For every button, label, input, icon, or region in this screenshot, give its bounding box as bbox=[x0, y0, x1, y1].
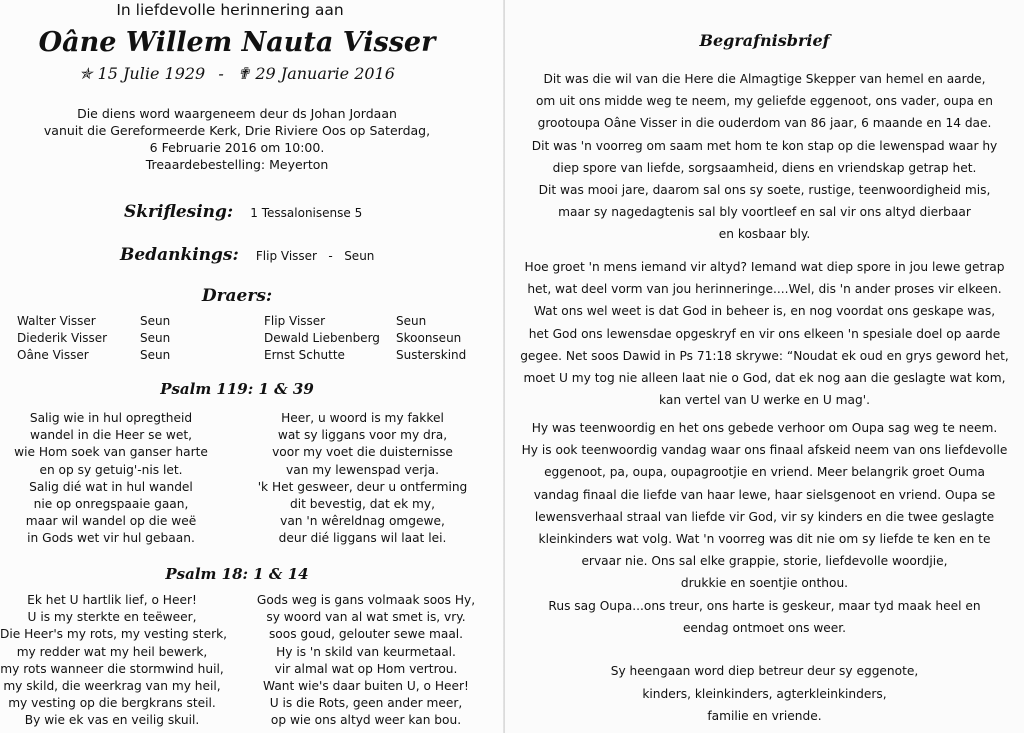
bearers-left-list bbox=[17, 313, 217, 364]
text-line: Hy is ook teenwoordig vandag waar ons finaal afskeid neem van ons liefdevolle bbox=[521, 443, 1008, 458]
psalm-119-heading: Psalm 119: 1 & 39 bbox=[160, 380, 314, 398]
text-line: kleinkinders wat volg. Wat 'n voorreg was dit nie om sy liefde te ken en te bbox=[538, 531, 991, 546]
verse-line: dit bevestig, dat ek my, bbox=[290, 496, 435, 511]
text-line: Hy was teenwoordig en het ons gebede verhoor om Oupa sag weg te neem. bbox=[531, 421, 998, 435]
service-line: 6 Februarie 2016 om 10:00. bbox=[149, 140, 325, 155]
list-item bbox=[17, 347, 217, 364]
psalm-119-verse-right bbox=[250, 410, 475, 548]
cross-icon: ✟ bbox=[236, 64, 251, 83]
verse-line: Die Heer's my rots, my vesting sterk, bbox=[0, 627, 228, 642]
list-item bbox=[264, 347, 494, 364]
scripture-label: Skriflesing: bbox=[124, 202, 234, 222]
verse-line: Gods weg is gans volmaak soos Hy, bbox=[256, 593, 476, 607]
bearer-relation: Seun bbox=[140, 314, 171, 328]
letter-paragraph-1 bbox=[505, 68, 1024, 246]
text-line: lewensverhaal straal van liefde vir God, vir sy kinders en die twee geslagte bbox=[534, 509, 995, 524]
bearer-relation: Seun bbox=[140, 348, 171, 362]
verse-line: U is die Rots, geen ander meer, bbox=[269, 696, 463, 711]
star-icon: ✯ bbox=[79, 64, 93, 83]
text-line: Dit was mooi jare, daarom sal ons sy soete, rustige, teenwoordigheid mis, bbox=[538, 182, 991, 197]
bearer-relation: Susterskind bbox=[396, 348, 467, 362]
verse-line: maar wil wandel op die weë bbox=[25, 514, 197, 529]
verse-line: By wie ek vas en veilig skuil. bbox=[24, 713, 200, 728]
text-line: Dit was 'n voorreg om saam met hom te kon stap op die lewenspad waar hy bbox=[531, 138, 998, 153]
bearer-name: Diederik Visser bbox=[17, 331, 108, 345]
psalm-119-verse-left bbox=[0, 410, 222, 548]
death-date: 29 Januarie 2016 bbox=[255, 64, 395, 83]
list-item bbox=[264, 313, 494, 330]
verse-line: my redder wat my heil bewerk, bbox=[16, 644, 208, 659]
letter-paragraph-3 bbox=[505, 417, 1024, 639]
text-line: om uit ons midde weg te neem, my geliefde eggenoot, ons vader, oupa en bbox=[535, 94, 994, 109]
verse-line: wie Hom soek van ganser harte bbox=[14, 445, 208, 460]
verse-line: Want wie's daar buiten U, o Heer! bbox=[263, 678, 469, 693]
verse-line: my skild, die weerkrag van my heil, bbox=[3, 678, 221, 693]
text-line: Hoe groet 'n mens iemand vir altyd? Iemand wat diep spore in jou lewe getrap bbox=[524, 260, 1005, 274]
verse-line: soos goud, gelouter sewe maal. bbox=[268, 627, 464, 642]
text-line: kinders, kleinkinders, agterkleinkinders, bbox=[642, 686, 887, 701]
verse-line: wat sy liggans voor my dra, bbox=[277, 428, 448, 443]
list-item bbox=[17, 313, 217, 330]
psalm-18-verse-left bbox=[0, 592, 228, 730]
right-page bbox=[505, 0, 1024, 733]
thanks-label: Bedankings: bbox=[120, 245, 239, 265]
scripture-reading bbox=[124, 202, 362, 222]
verse-line: deur dié liggans wil laat lei. bbox=[278, 531, 447, 546]
text-line: het God ons lewensdae opgeskryf en vir ons elkeen 'n spesiale doel op aarde bbox=[528, 326, 1001, 341]
verse-line: Heer, u woord is my fakkel bbox=[281, 411, 444, 425]
verse-line: my rots wanneer die stormwind huil, bbox=[0, 661, 224, 676]
letter-closing bbox=[505, 660, 1024, 728]
service-details bbox=[0, 105, 474, 173]
text-line: eendag ontmoet ons weer. bbox=[682, 620, 847, 635]
bearer-name: Walter Visser bbox=[17, 314, 96, 328]
text-line: grootoupa Oâne Visser in die ouderdom van 86 jaar, 6 maande en 14 dae. bbox=[537, 116, 992, 131]
text-line: moet U my tog nie alleen laat nie o God, dat ek nog aan die geslagte wat kom, bbox=[523, 370, 1006, 385]
life-dates bbox=[0, 62, 474, 86]
left-page bbox=[0, 0, 505, 733]
verse-line: in Gods wet vir hul gebaan. bbox=[27, 531, 195, 546]
letter-paragraph-2 bbox=[505, 256, 1024, 411]
verse-line: U is my sterkte en teëweer, bbox=[27, 610, 197, 625]
text-line: ervaar nie. Ons sal elke grappie, storie, liefdevolle woordjie, bbox=[581, 554, 948, 569]
text-line: drukkie en soentjie onthou. bbox=[680, 576, 849, 591]
deceased-name: Oâne Willem Nauta Visser bbox=[38, 27, 436, 58]
letter-title: Begrafnisbrief bbox=[699, 31, 830, 50]
bearers-heading: Draers: bbox=[201, 286, 273, 306]
scripture-value: 1 Tessalonisense 5 bbox=[250, 206, 363, 220]
birth-date: 15 Julie 1929 bbox=[97, 64, 206, 83]
text-line: Sy heengaan word diep betreur deur sy eggenote, bbox=[610, 664, 919, 678]
verse-line: Hy is 'n skild van keurmetaal. bbox=[276, 644, 456, 659]
date-separator: - bbox=[218, 64, 224, 83]
bearer-name: Oâne Visser bbox=[17, 348, 89, 362]
verse-line: sy woord van al wat smet is, vry. bbox=[266, 610, 466, 625]
service-line: Die diens word waargeneem deur ds Johan Jordaan bbox=[77, 106, 397, 121]
bearer-relation: Skoonseun bbox=[396, 331, 462, 345]
text-line: het, wat deel vorm van jou herinneringe....Wel, dis 'n ander proses vir elkeen. bbox=[527, 282, 1002, 297]
verse-line: en op sy getuig'-nis let. bbox=[39, 462, 183, 477]
psalm-18-verse-right bbox=[250, 592, 482, 730]
verse-line: nie op onregspaaie gaan, bbox=[33, 496, 189, 511]
bearer-name: Ernst Schutte bbox=[264, 348, 345, 362]
thanks bbox=[120, 245, 374, 265]
bearer-name: Flip Visser bbox=[264, 314, 326, 328]
service-line: vanuit die Gereformeerde Kerk, Drie Riviere Oos op Saterdag, bbox=[43, 123, 431, 138]
psalm-18-heading: Psalm 18: 1 & 14 bbox=[165, 565, 309, 583]
bearers-right-list bbox=[264, 313, 494, 364]
text-line: Dit was die wil van die Here die Almagtige Skepper van hemel en aarde, bbox=[543, 72, 986, 86]
intro-line: In liefdevolle herinnering aan bbox=[116, 1, 344, 19]
text-line: eggenoot, pa, oupa, oupagrootjie en vriend. Meer belangrik groet Ouma bbox=[544, 465, 985, 480]
verse-line: op wie ons altyd weer kan bou. bbox=[270, 713, 462, 728]
bearer-relation: Seun bbox=[396, 314, 427, 328]
list-item bbox=[264, 330, 494, 347]
verse-line: Salig wie in hul opregtheid bbox=[29, 411, 193, 425]
text-line: gegee. Net soos Dawid in Ps 71:18 skrywe: “Noudat ek oud en grys geword het, bbox=[520, 348, 1009, 363]
verse-line: my vesting op die bergkrans steil. bbox=[8, 696, 216, 711]
text-line: Wat ons wel weet is dat God in beheer is, en nog voordat ons geskape was, bbox=[533, 304, 996, 319]
bearer-name: Dewald Liebenberg bbox=[264, 331, 380, 345]
text-line: familie en vriende. bbox=[707, 709, 822, 723]
thanks-value: Flip Visser - Seun bbox=[255, 249, 375, 263]
verse-line: 'k Het gesweer, deur u ontferming bbox=[257, 479, 468, 494]
text-line: maar sy nagedagtenis sal bly voortleef en sal vir ons altyd dierbaar bbox=[558, 205, 971, 220]
verse-line: van 'n wêreldnag omgewe, bbox=[280, 514, 445, 529]
text-line: en kosbaar bly. bbox=[718, 227, 811, 242]
verse-line: voor my voet die duisternisse bbox=[272, 445, 453, 460]
verse-line: vir almal wat op Hom vertrou. bbox=[274, 661, 458, 676]
text-line: diep spore van liefde, sorgsaamheid, diens en vriendskap getrap het. bbox=[552, 160, 977, 175]
text-line: kan vertel van U werke en U mag'. bbox=[659, 393, 870, 408]
list-item bbox=[17, 330, 217, 347]
service-line: Treaardebestelling: Meyerton bbox=[145, 157, 329, 172]
verse-line: Salig dié wat in hul wandel bbox=[29, 479, 193, 494]
text-line: Rus sag Oupa...ons treur, ons harte is geskeur, maar tyd maak heel en bbox=[548, 598, 981, 613]
text-line: vandag finaal die liefde van haar lewe, haar sielsgenoot en vriend. Oupa se bbox=[533, 487, 996, 502]
bearer-relation: Seun bbox=[140, 331, 171, 345]
verse-line: wandel in die Heer se wet, bbox=[29, 428, 193, 443]
verse-line: van my lewenspad verja. bbox=[286, 462, 439, 477]
verse-line: Ek het U hartlik lief, o Heer! bbox=[27, 593, 197, 607]
